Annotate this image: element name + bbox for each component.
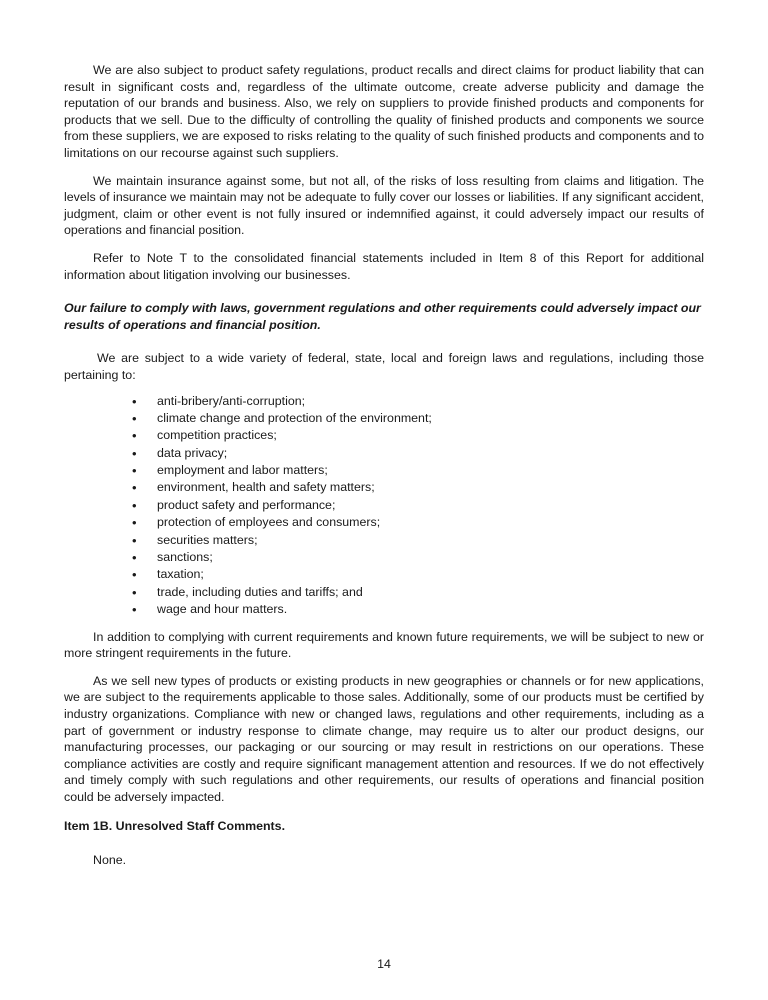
list-item	[132, 393, 704, 410]
list-item	[132, 584, 704, 601]
list-item	[132, 410, 704, 427]
list-item-text: product safety and performance;	[157, 497, 336, 512]
document-page	[64, 62, 704, 869]
bullet-icon: •	[132, 410, 137, 426]
bullet-icon: •	[132, 567, 137, 583]
list-item-text: protection of employees and consumers;	[157, 515, 381, 530]
list-item	[132, 427, 704, 444]
list-item-text: data privacy;	[157, 445, 228, 460]
list-item	[132, 445, 704, 462]
regulations-list	[64, 393, 704, 619]
paragraph-new-products-compliance: As we sell new types of products or existing products in new geographies or channels or for new applications, we are subject to the requirements applicable to those sales. Additionally, some of our products must be certified by industry organizations. Compliance with new or changed laws, regulations and other requirements, including as a part of government or industry response to climate change, may require us to alter our product designs, our manufacturing processes, our packaging or our sourcing or may result in restrictions on our operations. These compliance activities are costly and require significant management attention and resources. If we do not effectively and timely comply with such regulations and other requirements, our results of operations and financial position could be adversely impacted.	[64, 673, 704, 804]
item-1b-body: None.	[93, 853, 127, 868]
item-1b-heading: Item 1B. Unresolved Staff Comments.	[64, 818, 286, 833]
list-item	[132, 549, 704, 566]
bullet-icon: •	[132, 445, 137, 461]
paragraph-list-intro: We are subject to a wide variety of federal, state, local and foreign laws and regulations, including those pertaining to:	[64, 351, 704, 382]
list-item-text: competition practices;	[157, 428, 277, 443]
page-number: 14	[377, 957, 391, 971]
bullet-icon: •	[132, 480, 137, 496]
list-item	[132, 497, 704, 514]
list-item	[132, 514, 704, 531]
paragraph-insurance: We maintain insurance against some, but not all, of the risks of loss resulting from claims and litigation. The levels of insurance we maintain may not be adequate to fully cover our losses or liabilities. If any significant accident, judgment, claim or other event is not fully insured or indemnified against, it could adversely impact our results of operations and financial position.	[64, 173, 704, 238]
paragraph-future-requirements: In addition to complying with current requirements and known future requirements, we will be subject to new or more stringent requirements in the future.	[64, 629, 704, 661]
list-item-text: employment and labor matters;	[157, 463, 328, 478]
bullet-icon: •	[132, 393, 137, 409]
bullet-icon: •	[132, 463, 137, 479]
bullet-icon: •	[132, 515, 137, 531]
list-item-text: sanctions;	[157, 550, 213, 565]
list-item-text: environment, health and safety matters;	[157, 480, 375, 495]
bullet-icon: •	[132, 497, 137, 513]
bullet-icon: •	[132, 602, 137, 618]
list-item-text: climate change and protection of the environment;	[157, 410, 432, 425]
bullet-icon: •	[132, 584, 137, 600]
paragraph-note-t-reference: Refer to Note T to the consolidated financial statements included in Item 8 of this Report for additional information about litigation involving our businesses.	[64, 250, 704, 282]
bullet-icon: •	[132, 532, 137, 548]
list-item-text: wage and hour matters.	[157, 602, 288, 617]
list-item	[132, 532, 704, 549]
list-item-text: securities matters;	[157, 532, 258, 547]
list-item-text: taxation;	[157, 567, 204, 582]
paragraph-product-safety: We are also subject to product safety regulations, product recalls and direct claims for product liability that can result in significant costs and, regardless of the ultimate outcome, create adverse publicity and damage the reputation of our brands and business. Also, we rely on suppliers to provide finished products and components for products that we sell. Due to the difficulty of controlling the quality of finished products and components we source from these suppliers, we are exposed to risks relating to the quality of such finished products and components and to limitations on our recourse against such suppliers.	[64, 63, 704, 160]
bullet-icon: •	[132, 428, 137, 444]
list-item	[132, 566, 704, 583]
list-item-text: trade, including duties and tariffs; and	[157, 584, 363, 599]
list-item	[132, 479, 704, 496]
risk-factor-heading: Our failure to comply with laws, government regulations and other requirements could adversely impact our results of operations and financial position.	[64, 301, 701, 332]
list-item-text: anti-bribery/anti-corruption;	[157, 393, 306, 408]
list-item	[132, 601, 704, 618]
bullet-icon: •	[132, 550, 137, 566]
list-item	[132, 462, 704, 479]
